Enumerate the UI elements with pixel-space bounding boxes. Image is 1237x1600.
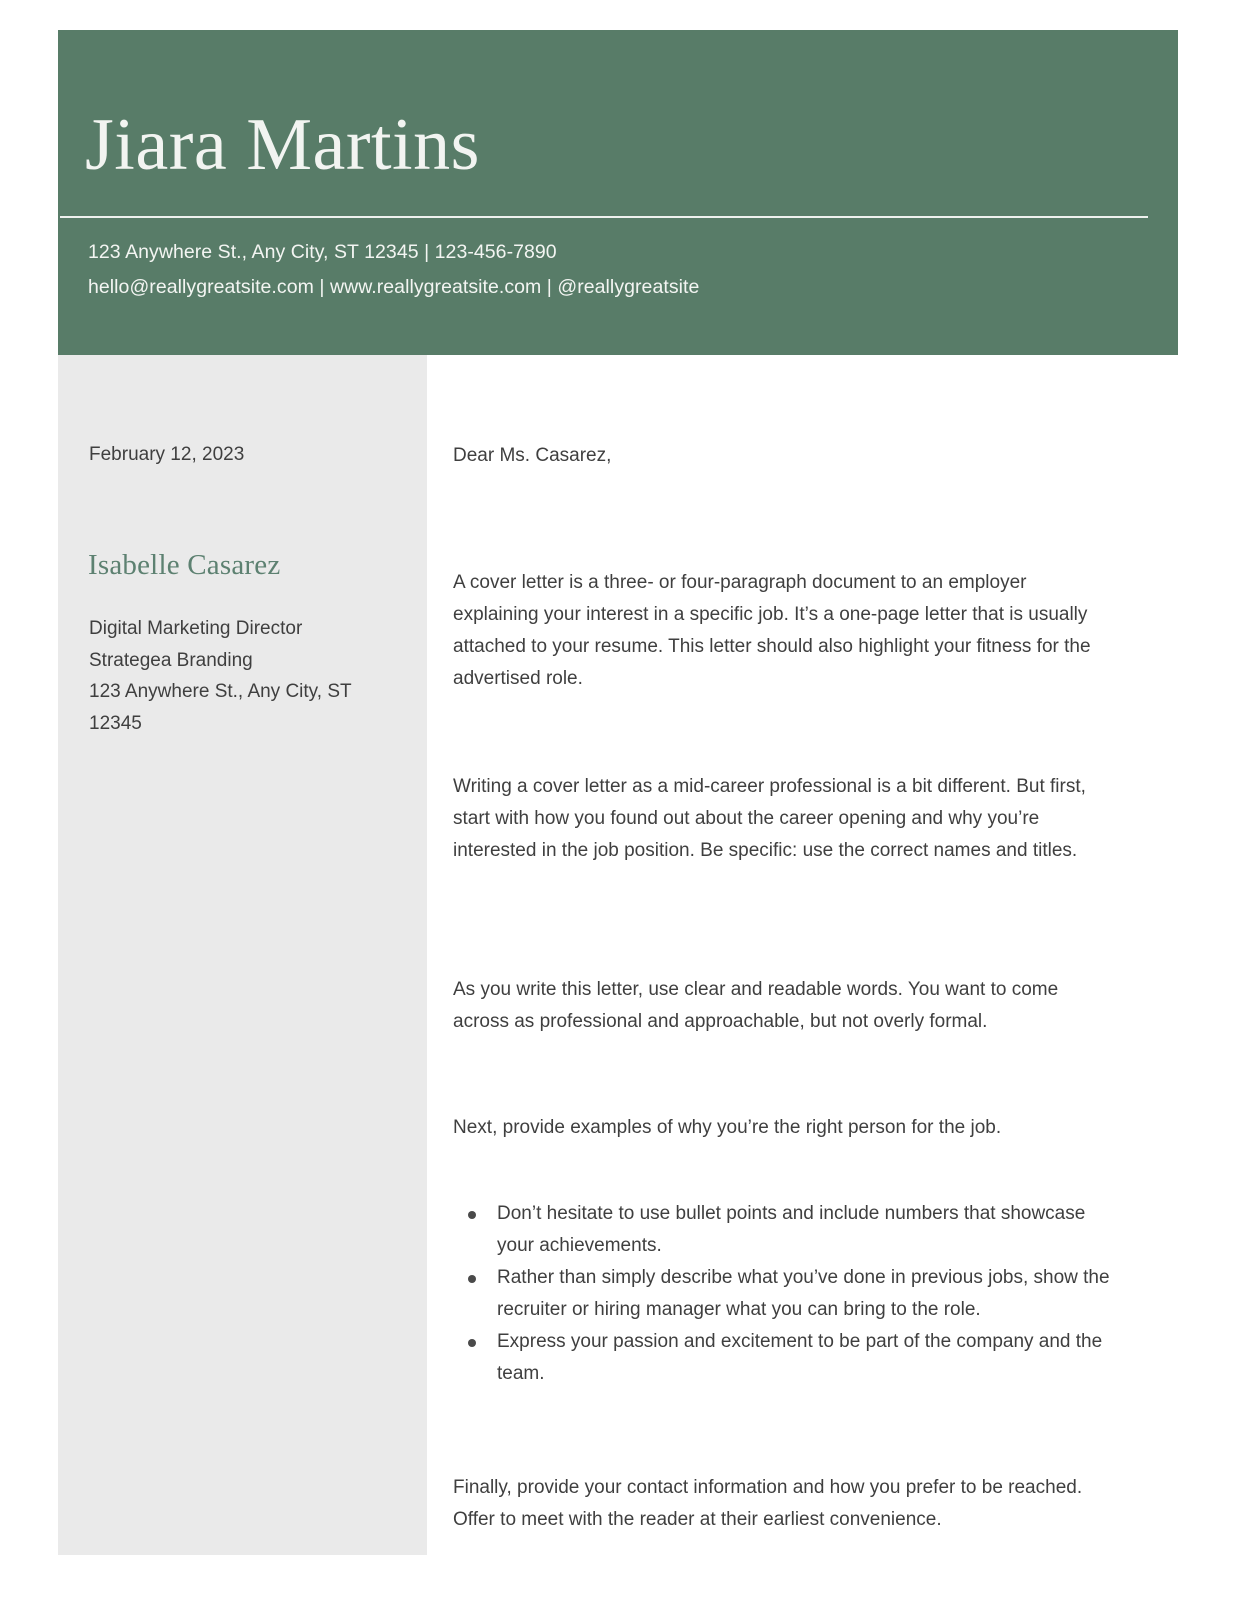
letter-closing-paragraph: Finally, provide your contact information and how you prefer to be reached. Offer to meet with the reader at their earliest convenience.: [453, 1477, 1083, 1530]
letter-date: February 12, 2023: [89, 444, 245, 465]
list-item-text: Don’t hesitate to use bullet points and include numbers that showcase your achievements.: [497, 1203, 1086, 1256]
bullet-icon: [468, 1339, 476, 1347]
letter-paragraph: Writing a cover letter as a mid-career professional is a bit different. But first, start with how you found out about the career opening and why you’re interested in the job position. Be specific: use the correct names and titles.: [453, 776, 1086, 861]
sender-web-line: hello@reallygreatsite.com | www.reallygreatsite.com | @reallygreatsite: [88, 276, 700, 298]
recipient-address-block: [89, 613, 389, 739]
list-item-text: Rather than simply describe what you’ve done in previous jobs, show the recruiter or hiring manager what you can bring to the role.: [497, 1267, 1110, 1320]
letter-salutation: Dear Ms. Casarez,: [453, 445, 612, 466]
letter-paragraph: A cover letter is a three- or four-paragraph document to an employer explaining your interest in a specific job. It’s a one-page letter that is usually attached to your resume. This letter should also highlight your fitness for the advertised role.: [453, 572, 1091, 689]
recipient-company: Strategea Branding: [89, 649, 253, 671]
list-item: [453, 1326, 1123, 1390]
sender-address-line: 123 Anywhere St., Any City, ST 12345 | 123-456-7890: [88, 241, 557, 263]
bullet-icon: [468, 1211, 476, 1219]
recipient-zip: 12345: [89, 712, 142, 734]
bullet-icon: [468, 1275, 476, 1283]
letter-header: [58, 30, 1178, 355]
letter-paragraph: As you write this letter, use clear and readable words. You want to come across as professional and approachable, but not overly formal.: [453, 979, 1059, 1032]
page-title: Jiara Martins: [85, 104, 480, 186]
recipient-title: Digital Marketing Director: [89, 618, 303, 639]
header-divider: [60, 216, 1148, 218]
list-item: [453, 1262, 1123, 1326]
letter-sidebar: [58, 355, 427, 1555]
sender-contact-block: [88, 235, 1138, 305]
recipient-name: Isabelle Casarez: [88, 549, 281, 581]
letter-bullet-list: [453, 1198, 1123, 1390]
recipient-street: 123 Anywhere St., Any City, ST: [89, 681, 352, 702]
list-item-text: Express your passion and excitement to be part of the company and the team.: [497, 1331, 1103, 1384]
letter-paragraph: Next, provide examples of why you’re the right person for the job.: [453, 1117, 1002, 1138]
list-item: [453, 1198, 1123, 1262]
